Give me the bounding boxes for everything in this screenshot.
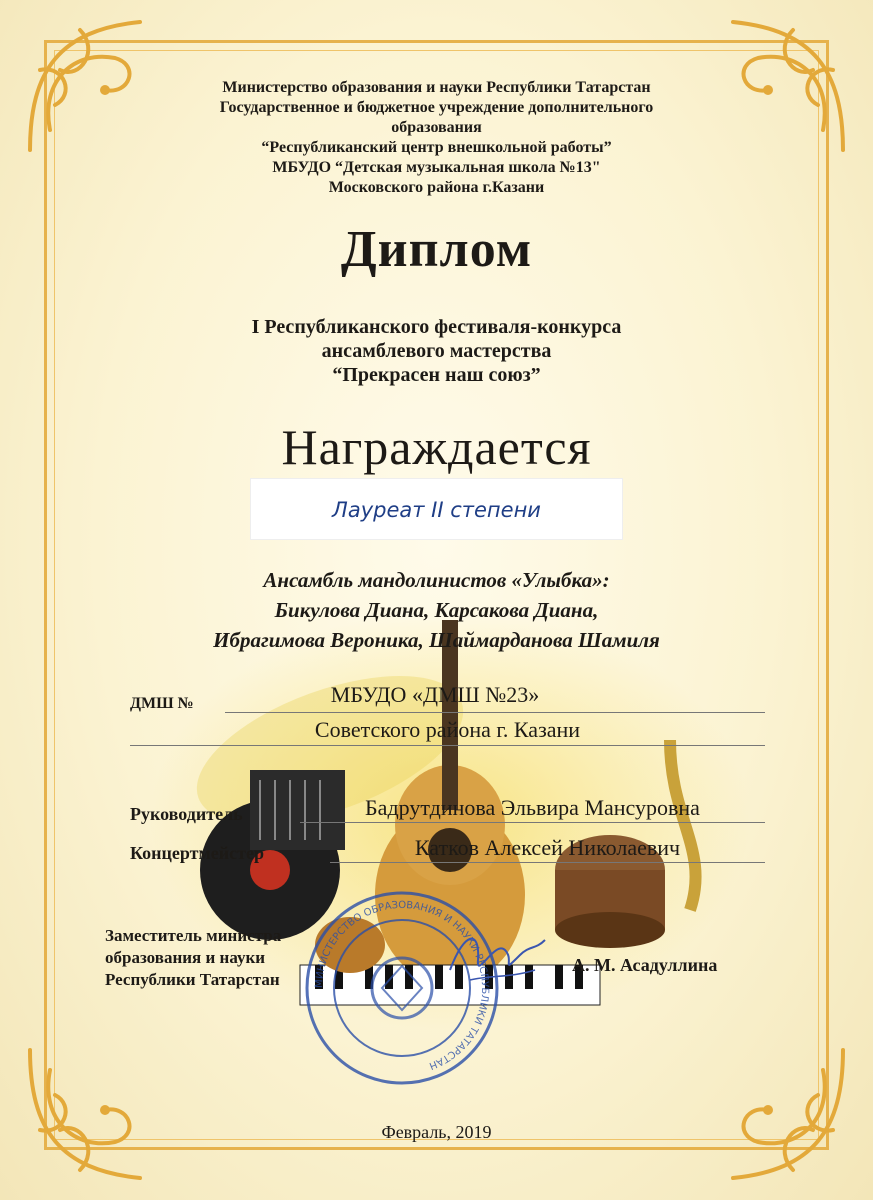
accompanist-label: Концертмейстер <box>130 843 264 863</box>
ensemble-line: Бикулова Диана, Карсакова Диана, <box>274 598 599 622</box>
laureate-degree: Лауреат II степени <box>250 478 623 540</box>
school-underline <box>225 712 765 713</box>
school-value: МБУДО «ДМШ №23» <box>330 682 540 707</box>
festival-name <box>0 315 873 387</box>
school-label: ДМШ № <box>130 695 194 712</box>
header-line: образования <box>391 119 482 136</box>
header-line: “Республиканский центр внешкольной работы” <box>261 139 612 156</box>
ensemble-line: Ансамбль мандолинистов «Улыбка»: <box>263 568 610 592</box>
issue-date: Февраль, 2019 <box>381 1122 492 1142</box>
festival-line: ансамблевого мастерства <box>321 340 552 362</box>
awarded-heading: Награждается <box>281 419 592 475</box>
issuer-header <box>0 78 873 198</box>
school-underline-2 <box>130 745 765 746</box>
header-line: Министерство образования и науки Республики Татарстан <box>222 79 651 96</box>
ornament-corner-icon <box>20 1040 170 1190</box>
diploma-title: Диплом <box>340 221 533 278</box>
school-district: Советского района г. Казани <box>314 717 581 742</box>
accompanist-underline <box>330 862 765 863</box>
accompanist-name: Катков Алексей Николаевич <box>414 835 681 860</box>
deputy-line: Республики Татарстан <box>105 970 280 989</box>
signer-name: А. М. Асадуллина <box>572 955 718 975</box>
deputy-line: Заместитель министра <box>105 926 282 945</box>
header-line: Государственное и бюджетное учреждение дополнительного <box>219 99 654 116</box>
ornament-corner-icon <box>703 1040 853 1190</box>
header-line: Московского района г.Казани <box>328 179 545 196</box>
ensemble-members <box>0 565 873 655</box>
leader-name: Бадрутдинова Эльвира Мансуровна <box>365 795 700 820</box>
leader-label: Руководитель <box>130 804 243 824</box>
deputy-minister-title <box>105 925 281 991</box>
deputy-line: образования и науки <box>105 948 266 967</box>
header-line: МБУДО “Детская музыкальная школа №13" <box>272 159 601 176</box>
stamp-ring-text: МИНИСТЕРСТВО ОБРАЗОВАНИЯ И НАУКИ РЕСПУБЛИКИ ТАТАРСТАН <box>313 899 491 1071</box>
festival-line: “Прекрасен наш союз” <box>332 364 541 386</box>
festival-line: I Республиканского фестиваля-конкурса <box>251 316 622 338</box>
signature-icon <box>440 920 550 990</box>
leader-underline <box>300 822 765 823</box>
ensemble-line: Ибрагимова Вероника, Шаймарданова Шамиля <box>213 628 660 652</box>
